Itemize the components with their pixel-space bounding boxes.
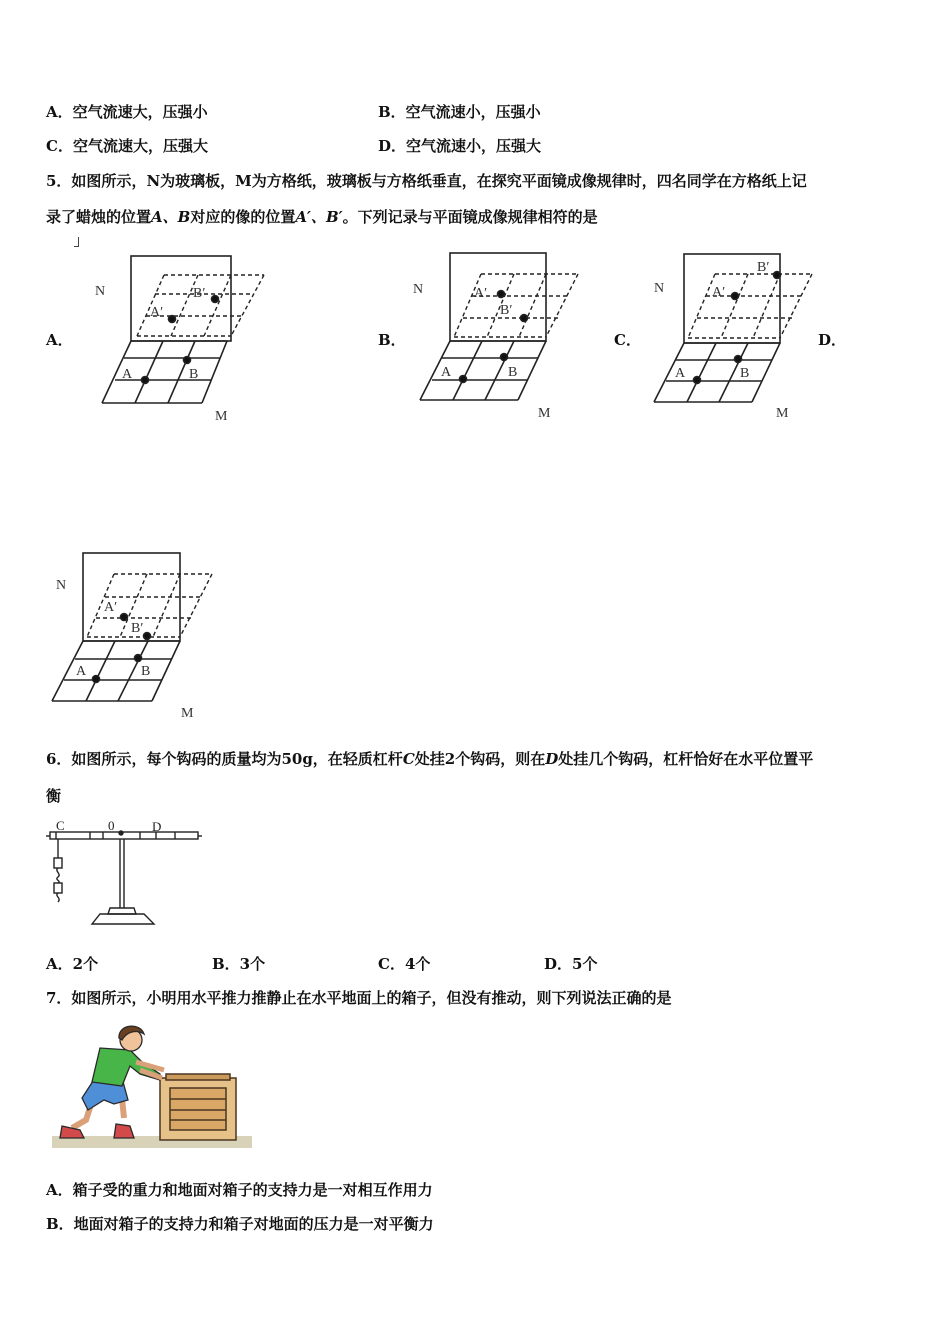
point-label: A [76,664,87,679]
lever-point-c: C [56,818,65,833]
q5-label-a: A． [46,331,73,349]
q7-option-b: B．地面对箱子的支持力和箱子对地面的压力是一对平衡力 [46,1215,434,1233]
q7-stem: 7．如图所示，小明用水平推力推静止在水平地面上的箱子，但没有推动，则下列说法正确的是 [46,989,672,1007]
mirror-label: N [413,282,424,297]
q5-label-d: D． [818,331,847,349]
point-label: B [189,367,199,382]
point-label: B [508,365,518,380]
point-label: B [740,366,750,381]
point-label: A′ [150,305,164,320]
q5-text: 。下列记录与平面镜成像规律相符的是 [342,208,598,226]
q6-point-c: C [402,750,415,768]
q4-option-d: D．空气流速小，压强大 [378,137,542,155]
lever-point-d: D [152,819,162,834]
mirror-label: N [654,281,665,296]
paper-label: M [215,409,228,424]
q6-option-d: D．5个 [544,955,598,973]
point-label: B [141,664,151,679]
q6-stem-line2: 衡 [46,787,62,805]
q5-text-ab: A、B [151,208,191,226]
q4-option-a: A．空气流速大，压强小 [46,103,208,121]
q5-label-c: C． [614,331,641,349]
q5-text-ab-prime: A′、B′ [295,208,343,226]
q6-option-c: C．4个 [378,955,431,973]
paper-label: M [776,406,789,421]
lever-fulcrum-o: 0 [108,818,115,833]
point-label: B′ [500,303,513,318]
q5-text: 对应的像的位置 [190,208,296,226]
q4-option-c: C．空气流速大，压强大 [46,137,208,155]
q6-text: 处挂2个钩码，则在 [414,750,546,768]
paper-label: M [538,406,551,421]
q6-text: 处挂几个钩码，杠杆恰好在水平位置平 [558,750,814,768]
paper-label: M [181,706,194,721]
q6-point-d: D [545,750,559,768]
q5-text: 录了蜡烛的位置 [46,208,152,226]
q6-option-a: A．2个 [46,955,99,973]
point-label: A′ [712,285,726,300]
point-label: A [441,365,452,380]
q7-option-a: A．箱子受的重力和地面对箱子的支持力是一对相互作用力 [46,1181,433,1199]
q5-label-b: B． [378,331,406,349]
mirror-label: N [95,284,106,299]
point-label: A′ [104,600,118,615]
point-label: B′ [193,286,206,301]
q6-text: 6．如图所示，每个钩码的质量均为50g，在轻质杠杆 [46,750,403,768]
q5-stem-line1: 5．如图所示，N为玻璃板，M为方格纸，玻璃板与方格纸垂直，在探究平面镜成像规律时，四名同学在方格纸上记 [46,172,807,190]
point-label: B′ [131,621,144,636]
point-label: A [122,367,133,382]
point-label: A [675,366,686,381]
point-label: B′ [757,260,770,275]
q4-option-b: B．空气流速小，压强小 [378,103,541,121]
q6-option-b: B．3个 [212,955,266,973]
mirror-label: N [56,578,67,593]
point-label: A′ [474,286,488,301]
